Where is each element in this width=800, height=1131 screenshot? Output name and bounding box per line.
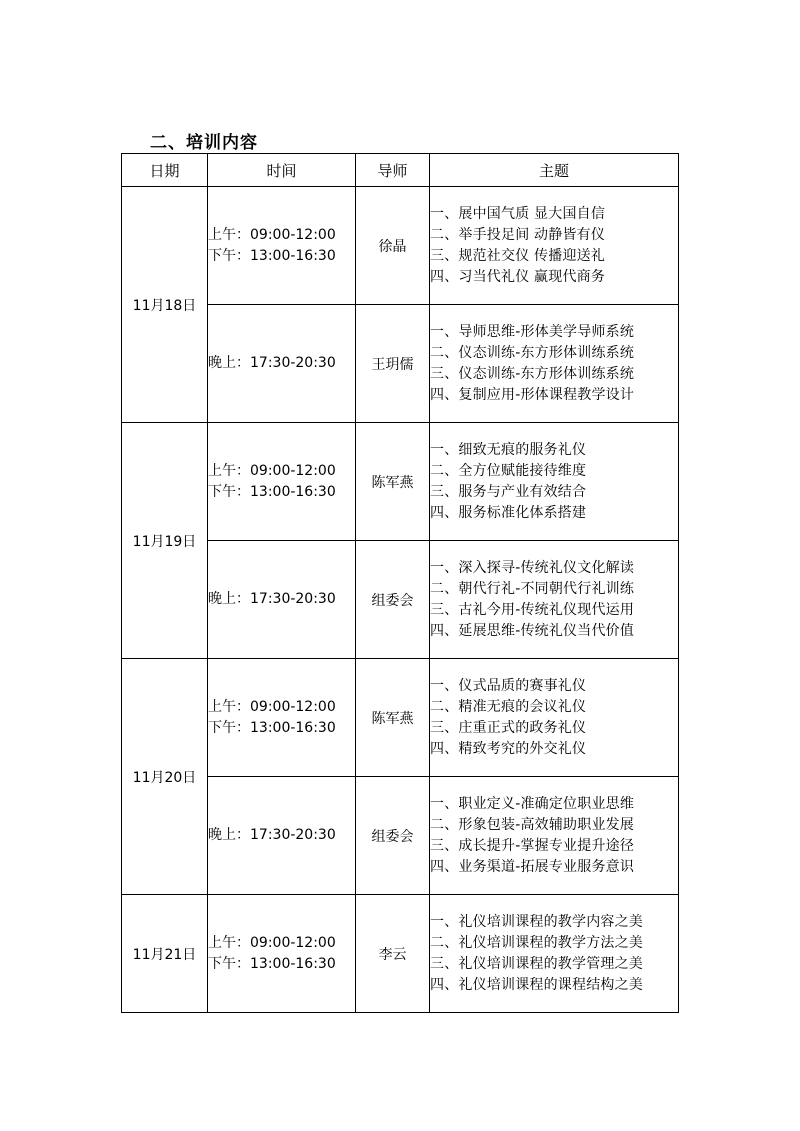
topic-cell [430, 187, 679, 305]
topic-cell [430, 541, 679, 659]
topic-line: 四、延展思维-传统礼仪当代价值 [430, 622, 635, 639]
table-row [122, 659, 679, 777]
tutor-cell: 组委会 [356, 541, 430, 659]
header-time: 时间 [208, 154, 356, 187]
time-line: 上午：09:00-12:00 [208, 934, 336, 951]
topic-line: 二、举手投足间 动静皆有仪 [430, 226, 606, 243]
topic-line: 三、古礼今用-传统礼仪现代运用 [430, 601, 635, 618]
table-row [122, 187, 679, 305]
time-cell [208, 895, 356, 1013]
topic-line: 四、业务渠道-拓展专业服务意识 [430, 858, 635, 875]
tutor-cell: 陈军燕 [356, 659, 430, 777]
date-cell: 11月18日 [122, 187, 208, 423]
time-line: 下午：13:00-16:30 [208, 719, 336, 736]
topic-cell [430, 659, 679, 777]
date-cell: 11月21日 [122, 895, 208, 1013]
time-line: 晚上：17:30-20:30 [208, 355, 336, 371]
tutor-cell: 李云 [356, 895, 430, 1013]
time-line: 晚上：17:30-20:30 [208, 591, 336, 607]
topic-line: 四、习当代礼仪 赢现代商务 [430, 268, 606, 285]
topic-line: 三、规范社交仪 传播迎送礼 [430, 247, 606, 264]
time-line: 下午：13:00-16:30 [208, 955, 336, 972]
topic-line: 四、礼仪培训课程的课程结构之美 [430, 976, 643, 993]
topic-cell [430, 777, 679, 895]
header-topic: 主题 [430, 154, 679, 187]
time-cell [208, 659, 356, 777]
tutor-cell: 组委会 [356, 777, 430, 895]
topic-line: 一、细致无痕的服务礼仪 [430, 441, 587, 458]
time-line: 下午：13:00-16:30 [208, 483, 336, 500]
topic-line: 三、服务与产业有效结合 [430, 483, 587, 500]
topic-line: 三、庄重正式的政务礼仪 [430, 719, 587, 736]
topic-line: 三、仪态训练-东方形体训练系统 [430, 365, 635, 382]
date-cell: 11月20日 [122, 659, 208, 895]
topic-line: 一、礼仪培训课程的教学内容之美 [430, 913, 643, 930]
topic-line: 二、仪态训练-东方形体训练系统 [430, 344, 635, 361]
tutor-cell: 徐晶 [356, 187, 430, 305]
topic-line: 四、服务标准化体系搭建 [430, 504, 587, 521]
topic-line: 一、展中国气质 显大国自信 [430, 205, 606, 222]
time-cell [208, 541, 356, 659]
training-schedule-table [121, 153, 679, 1013]
topic-line: 三、礼仪培训课程的教学管理之美 [430, 955, 643, 972]
time-line: 上午：09:00-12:00 [208, 698, 336, 715]
topic-line: 一、深入探寻-传统礼仪文化解读 [430, 559, 635, 576]
topic-cell [430, 895, 679, 1013]
date-cell: 11月19日 [122, 423, 208, 659]
header-date: 日期 [122, 154, 208, 187]
topic-line: 一、职业定义-准确定位职业思维 [430, 795, 635, 812]
topic-line: 二、形象包装-高效辅助职业发展 [430, 816, 635, 833]
table-header-row [122, 154, 679, 187]
topic-line: 一、仪式品质的赛事礼仪 [430, 677, 587, 694]
time-cell [208, 777, 356, 895]
topic-cell [430, 305, 679, 423]
tutor-cell: 陈军燕 [356, 423, 430, 541]
topic-line: 二、全方位赋能接待维度 [430, 462, 587, 479]
section-title: 二、培训内容 [150, 133, 258, 153]
time-cell [208, 305, 356, 423]
topic-line: 一、导师思维-形体美学导师系统 [430, 323, 635, 340]
time-line: 上午：09:00-12:00 [208, 462, 336, 479]
topic-line: 二、精准无痕的会议礼仪 [430, 698, 587, 715]
tutor-cell: 王玥儒 [356, 305, 430, 423]
time-line: 上午：09:00-12:00 [208, 226, 336, 243]
table-row [122, 895, 679, 1013]
time-cell [208, 423, 356, 541]
topic-line: 四、复制应用-形体课程教学设计 [430, 386, 635, 403]
topic-line: 三、成长提升-掌握专业提升途径 [430, 837, 635, 854]
topic-cell [430, 423, 679, 541]
time-line: 晚上：17:30-20:30 [208, 827, 336, 843]
header-tutor: 导师 [356, 154, 430, 187]
topic-line: 四、精致考究的外交礼仪 [430, 740, 587, 757]
table-row [122, 423, 679, 541]
topic-line: 二、礼仪培训课程的教学方法之美 [430, 934, 643, 951]
time-cell [208, 187, 356, 305]
topic-line: 二、朝代行礼-不同朝代行礼训练 [430, 580, 635, 597]
time-line: 下午：13:00-16:30 [208, 247, 336, 264]
